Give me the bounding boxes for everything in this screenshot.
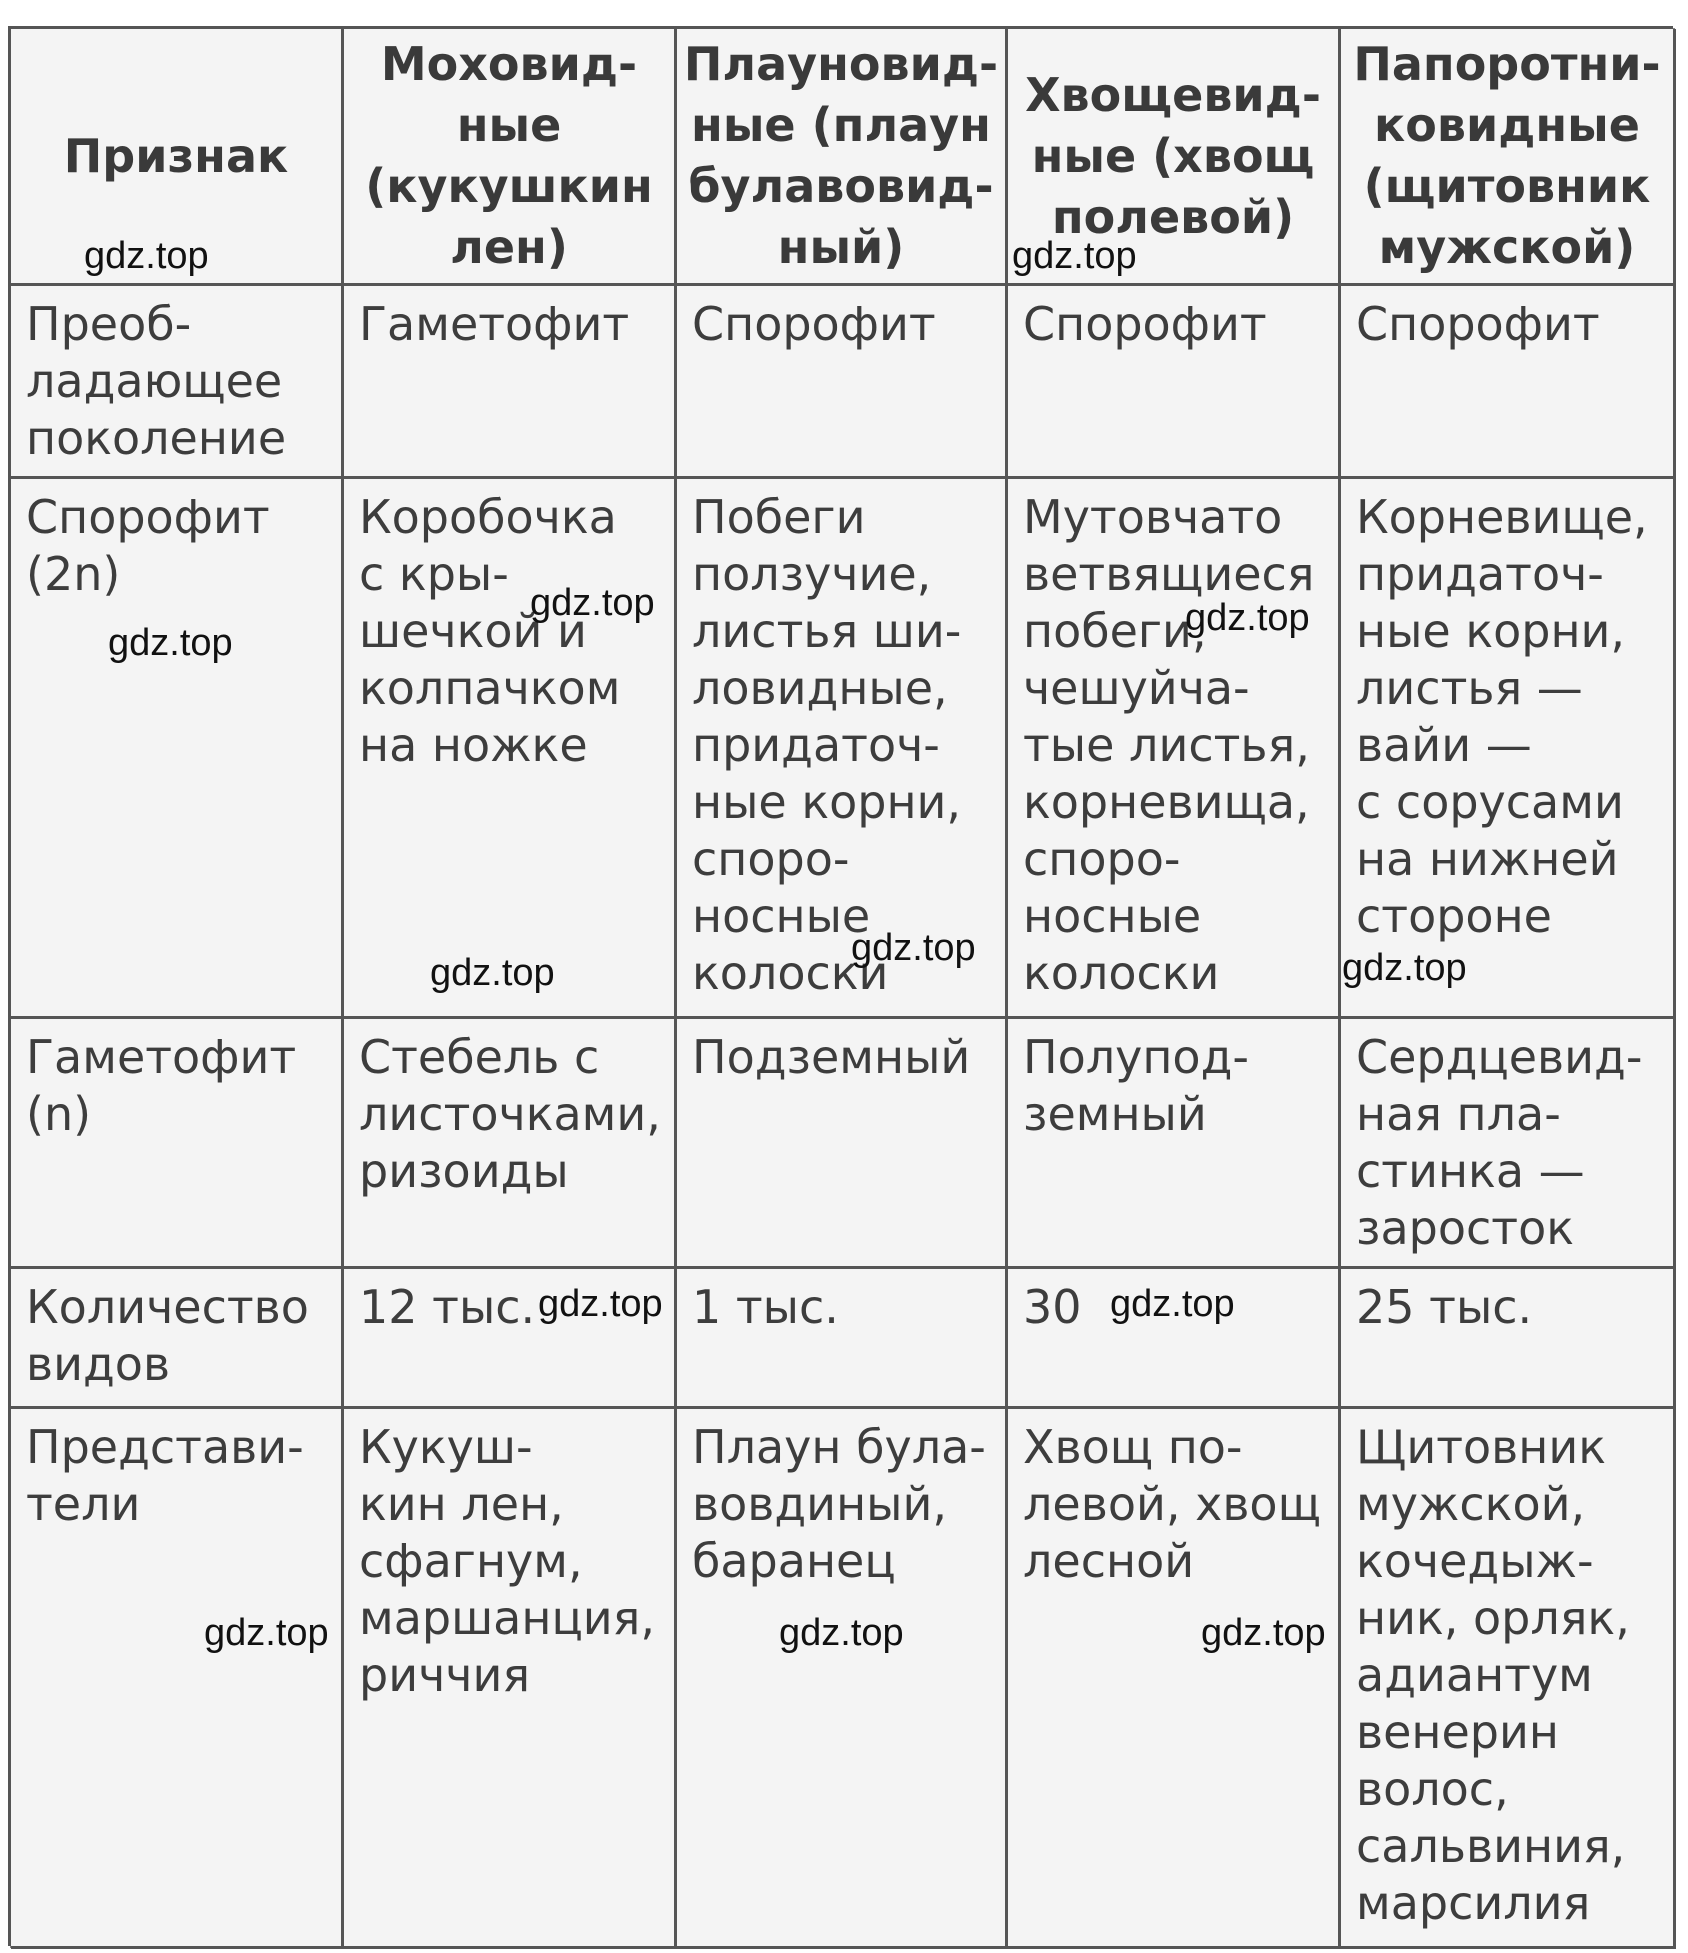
watermark-text: gdz.top <box>1342 947 1467 989</box>
table-cell: Стебель с листочками, ризоиды <box>344 1019 677 1269</box>
watermark-text: gdz.top <box>530 582 655 624</box>
table-cell: Сердцевид- ная пла- стинка — заросток <box>1341 1019 1676 1269</box>
table-cell: Спорофит <box>677 286 1008 479</box>
table-cell: Кукуш- кин лен, сфагнум, маршанция, риччия <box>344 1409 677 1949</box>
watermark-text: gdz.top <box>1110 1283 1235 1325</box>
row-label-dominant-generation: Преоб- ладающее поколение <box>11 286 344 479</box>
watermark-text: gdz.top <box>1012 235 1137 277</box>
watermark-text: gdz.top <box>430 952 555 994</box>
watermark-text: gdz.top <box>851 927 976 969</box>
table-cell: 12 тыс. <box>344 1269 677 1409</box>
table-cell: Щитовник мужской, кочедыж- ник, орляк, адиантум венерин волос, сальвиния, марсилия <box>1341 1409 1676 1949</box>
header-cell-feature: Признак <box>11 29 344 286</box>
table-cell: 25 тыс. <box>1341 1269 1676 1409</box>
table-cell: Плаун була- вовдиный, баранец <box>677 1409 1008 1949</box>
watermark-text: gdz.top <box>84 235 209 277</box>
header-cell-lycopods: Плауновид- ные (плаун булавовид- ный) <box>677 29 1008 286</box>
table-cell: Коробочка с кры- шечкой и колпачком на ножке <box>344 479 677 1019</box>
header-cell-ferns: Папоротни- ковидные (щитовник мужской) <box>1341 29 1676 286</box>
table-cell: Спорофит <box>1341 286 1676 479</box>
watermark-text: gdz.top <box>108 622 233 664</box>
watermark-text: gdz.top <box>204 1612 329 1654</box>
row-label-species-count: Количество видов <box>11 1269 344 1409</box>
table-cell: Мутовчато ветвящиеся побеги, чешуйча- тые листья, корневища, споро- носные колоски <box>1008 479 1341 1019</box>
watermark-text: gdz.top <box>779 1612 904 1654</box>
table-cell: 1 тыс. <box>677 1269 1008 1409</box>
table-cell: Хвощ по- левой, хвощ лесной <box>1008 1409 1341 1949</box>
table-cell: 30 <box>1008 1269 1341 1409</box>
table-cell: Корневище, придаточ- ные корни, листья — вайи — с сорусами на нижней стороне <box>1341 479 1676 1019</box>
row-label-sporophyte: Спорофит (2n) <box>11 479 344 1019</box>
table-cell: Подземный <box>677 1019 1008 1269</box>
watermark-text: gdz.top <box>1201 1612 1326 1654</box>
row-label-gametophyte: Гаметофит (n) <box>11 1019 344 1269</box>
watermark-text: gdz.top <box>538 1283 663 1325</box>
header-cell-mosses: Моховид- ные (кукушкин лен) <box>344 29 677 286</box>
row-label-representatives: Представи- тели <box>11 1409 344 1949</box>
watermark-text: gdz.top <box>1185 597 1310 639</box>
table-cell: Побеги ползучие, листья ши- ловидные, придаточ- ные корни, споро- носные колоски <box>677 479 1008 1019</box>
table-cell: Спорофит <box>1008 286 1341 479</box>
table-cell: Полупод- земный <box>1008 1019 1341 1269</box>
table-cell: Гаметофит <box>344 286 677 479</box>
header-cell-horsetails: Хвощевид- ные (хвощ полевой) <box>1008 29 1341 286</box>
